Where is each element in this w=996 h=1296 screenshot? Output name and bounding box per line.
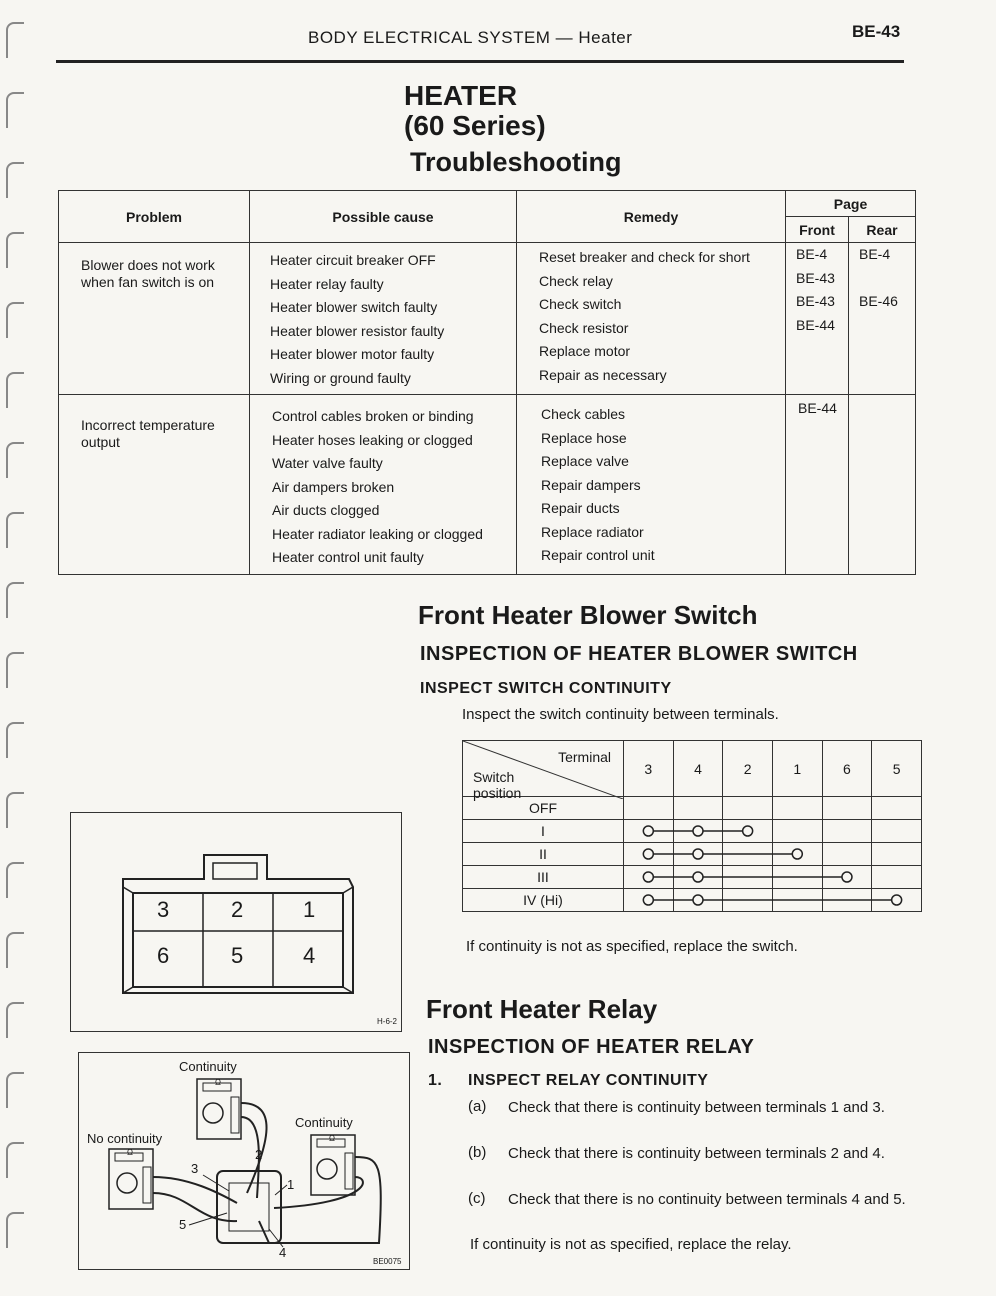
relay-inspection: INSPECTION OF HEATER RELAY <box>428 1036 755 1058</box>
list-item: Replace motor <box>539 343 631 359</box>
table-row <box>59 395 916 575</box>
col-header-front: Front <box>786 217 849 243</box>
connector-cell: 5 <box>231 943 244 968</box>
binder-mark <box>6 22 24 58</box>
list-item: Water valve faulty <box>272 455 383 471</box>
relay-step: INSPECT RELAY CONTINUITY <box>468 1072 709 1089</box>
list-item: Heater blower resistor faulty <box>270 322 445 339</box>
terminal-header: 4 <box>673 741 723 797</box>
list-item: Heater radiator leaking or clogged <box>272 525 483 542</box>
terminal-label: Terminal <box>558 749 611 765</box>
ohm-symbol: Ω <box>215 1078 221 1087</box>
list-item: Repair control unit <box>541 547 655 563</box>
binder-mark <box>6 932 24 968</box>
relay-item-text: Check that there is no continuity between terminals 4 and 5. <box>508 1191 906 1208</box>
continuity-label: Continuity <box>179 1059 237 1074</box>
list-item: Replace valve <box>541 453 629 469</box>
pin-label: 4 <box>279 1245 287 1260</box>
list-item: BE-4 <box>859 246 891 262</box>
no-continuity-label: No continuity <box>87 1131 163 1146</box>
list-item: Heater hoses leaking or clogged <box>272 431 473 448</box>
list-item: Reset breaker and check for short <box>539 249 750 265</box>
binder-mark <box>6 582 24 618</box>
page-front-cell <box>786 243 849 395</box>
col-header-remedy: Remedy <box>517 191 786 243</box>
continuity-point <box>643 849 653 859</box>
remedy-cell <box>517 243 786 395</box>
connector-cell: 1 <box>303 897 316 922</box>
list-item <box>859 267 915 291</box>
binder-mark <box>6 862 24 898</box>
relay-item-label: (c) <box>468 1190 486 1207</box>
subsection-title: Troubleshooting <box>410 147 622 177</box>
list-item: BE-44 <box>798 400 837 416</box>
col-header-cause: Possible cause <box>250 191 517 243</box>
header-rule <box>56 60 904 63</box>
pin-label: 1 <box>287 1177 295 1192</box>
list-item: Heater control unit faulty <box>272 549 424 565</box>
list-item: Heater blower switch faulty <box>270 299 438 315</box>
list-item: BE-43 <box>796 269 835 286</box>
continuity-point <box>842 872 852 882</box>
page-number: BE-43 <box>852 22 901 41</box>
list-item: Heater circuit breaker OFF <box>270 252 436 268</box>
terminal-header: 2 <box>723 741 773 797</box>
binder-mark <box>6 162 24 198</box>
binder-mark <box>6 1072 24 1108</box>
position-cell: IV (Hi) <box>463 889 624 912</box>
remedy-cell <box>517 395 786 575</box>
ohmmeter-icon <box>109 1149 153 1209</box>
connector-cell: 4 <box>303 943 316 968</box>
problem-cell: Incorrect temperature output <box>59 395 250 575</box>
continuity-point <box>643 826 653 836</box>
blower-switch-title: Front Heater Blower Switch <box>418 600 758 630</box>
binder-mark <box>6 1002 24 1038</box>
binder-mark <box>6 722 24 758</box>
continuity-point <box>693 849 703 859</box>
continuity-point <box>643 895 653 905</box>
position-cell: II <box>463 843 624 866</box>
list-item: Heater relay faulty <box>270 275 384 292</box>
binder-mark <box>6 92 24 128</box>
list-item: Replace hose <box>541 429 627 446</box>
list-item: Check switch <box>539 296 622 312</box>
list-item: BE-4 <box>796 246 828 262</box>
col-header-page: Page <box>786 191 916 217</box>
blower-switch-step: INSPECT SWITCH CONTINUITY <box>420 680 672 697</box>
table-row <box>59 243 916 395</box>
binder-mark <box>6 1142 24 1178</box>
list-item: Replace radiator <box>541 523 644 540</box>
pin-label: 5 <box>179 1217 187 1232</box>
list-item: Control cables broken or binding <box>272 408 474 424</box>
position-cell: I <box>463 820 624 843</box>
continuity-marks <box>462 740 924 924</box>
position-cell: OFF <box>463 797 624 820</box>
list-item: BE-44 <box>796 316 835 333</box>
list-item: Air ducts clogged <box>272 502 380 518</box>
relay-figure <box>78 1052 410 1270</box>
ohmmeter-icon <box>311 1135 355 1195</box>
figure-code: BE0075 <box>373 1257 402 1266</box>
blower-switch-instruction: Inspect the switch continuity between terminals. <box>462 706 779 723</box>
list-item: BE-46 <box>859 293 898 309</box>
continuity-point <box>792 849 802 859</box>
relay-item-text: Check that there is continuity between terminals 1 and 3. <box>508 1099 885 1116</box>
cause-cell <box>250 395 517 575</box>
terminal-header: 6 <box>822 741 872 797</box>
list-item: Check resistor <box>539 319 629 336</box>
position-cell: III <box>463 866 624 889</box>
list-item: Heater blower motor faulty <box>270 346 435 362</box>
position-label: position <box>473 785 522 801</box>
terminal-header: 5 <box>872 741 922 797</box>
col-header-rear: Rear <box>849 217 916 243</box>
figure-code: H-6-2 <box>377 1017 398 1026</box>
ohm-symbol: Ω <box>329 1134 335 1143</box>
list-item: Check cables <box>541 406 626 422</box>
continuity-point <box>743 826 753 836</box>
connector-cell: 2 <box>231 897 244 922</box>
running-header: BODY ELECTRICAL SYSTEM — Heater <box>308 28 633 47</box>
list-item: BE-43 <box>796 293 835 309</box>
connector-figure <box>70 812 402 1032</box>
relay-title: Front Heater Relay <box>426 994 658 1024</box>
page-rear-cell <box>849 243 916 395</box>
connector-cell: 3 <box>157 897 170 922</box>
ohm-symbol: Ω <box>127 1148 133 1157</box>
connector-cell: 6 <box>157 943 170 968</box>
binder-mark <box>6 1212 24 1248</box>
continuity-point <box>693 895 703 905</box>
list-item: Repair dampers <box>541 476 641 493</box>
continuity-point <box>892 895 902 905</box>
pin-label: 3 <box>191 1161 199 1176</box>
binder-mark <box>6 232 24 268</box>
blower-switch-note: If continuity is not as specified, replace the switch. <box>466 938 798 955</box>
list-item: Air dampers broken <box>272 478 395 495</box>
switch-label: Switch <box>473 769 515 785</box>
binder-mark <box>6 372 24 408</box>
relay-step-number: 1. <box>428 1072 443 1089</box>
page-front-cell <box>786 395 849 575</box>
terminal-header: 3 <box>624 741 674 797</box>
list-item: Wiring or ground faulty <box>270 369 411 386</box>
troubleshooting-table <box>58 190 916 575</box>
list-item: Repair ducts <box>541 500 620 516</box>
continuity-point <box>693 826 703 836</box>
continuity-point <box>643 872 653 882</box>
continuity-point <box>693 872 703 882</box>
relay-item-label: (b) <box>468 1144 487 1161</box>
continuity-label: Continuity <box>295 1115 353 1130</box>
binder-mark <box>6 302 24 338</box>
binder-mark <box>6 512 24 548</box>
binder-mark <box>6 792 24 828</box>
list-item: Check relay <box>539 272 613 289</box>
relay-note: If continuity is not as specified, replace the relay. <box>470 1236 792 1253</box>
pin-label: 2 <box>255 1147 263 1162</box>
relay-drawing <box>79 1053 409 1269</box>
page-rear-cell <box>849 395 916 575</box>
section-series: (60 Series) <box>404 110 546 141</box>
relay-item-text: Check that there is continuity between terminals 2 and 4. <box>508 1145 885 1162</box>
terminal-header: 1 <box>772 741 822 797</box>
col-header-problem: Problem <box>59 191 250 243</box>
list-item: Repair as necessary <box>539 366 667 383</box>
binder-mark <box>6 652 24 688</box>
cause-cell <box>250 243 517 395</box>
section-title: HEATER <box>404 80 518 111</box>
binder-mark <box>6 442 24 478</box>
blower-switch-inspection: INSPECTION OF HEATER BLOWER SWITCH <box>420 643 858 665</box>
problem-cell: Blower does not work when fan switch is on <box>59 243 250 395</box>
ohmmeter-icon <box>197 1079 241 1139</box>
relay-item-label: (a) <box>468 1098 487 1115</box>
